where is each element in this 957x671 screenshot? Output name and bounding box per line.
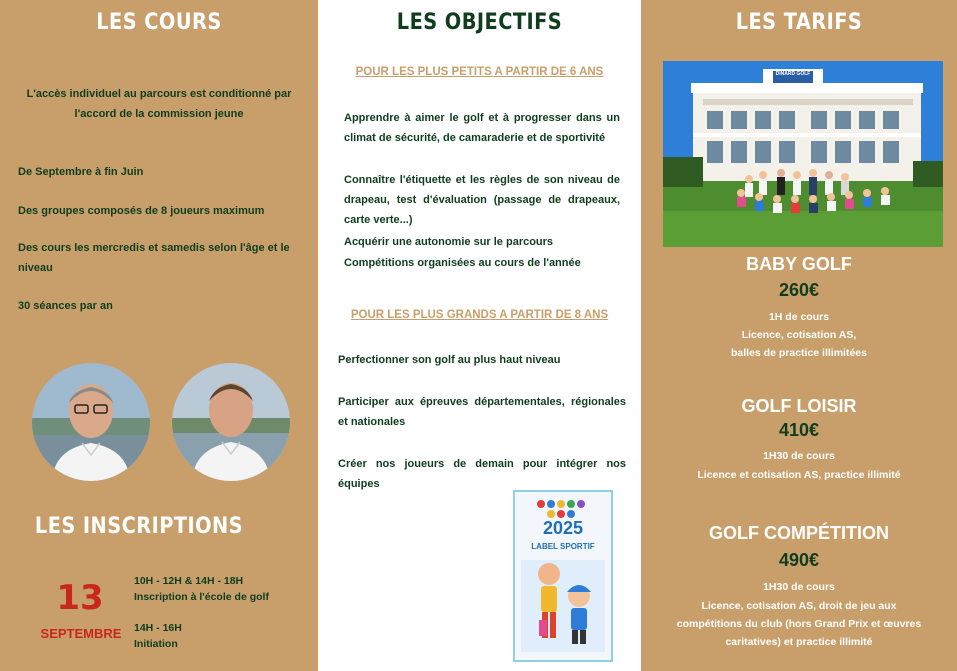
- slot1-time: 10H - 12H & 14H - 18H: [134, 575, 244, 587]
- coach-avatar-1: [32, 363, 150, 481]
- label-text: LABEL SPORTIF: [531, 542, 595, 551]
- cours-item-period: De Septembre à fin Juin: [18, 166, 144, 178]
- clubhouse-sign: DINARD GOLF: [775, 71, 811, 77]
- tarif-baby-name: BABY GOLF: [746, 254, 852, 274]
- tarif-loisir-line2: Licence et cotisation AS, practice illimité: [697, 469, 901, 481]
- inscription-day: 13: [56, 578, 104, 618]
- inscriptions-title: LES INSCRIPTIONS: [34, 514, 244, 539]
- tarif-baby-line1: 1H de cours: [768, 311, 830, 323]
- sub2-item-3: Créer nos joueurs de demain pour intégrer nos équipes: [338, 458, 626, 490]
- objectifs-column: [318, 0, 641, 671]
- tarif-competition-name: GOLF COMPÉTITION: [709, 523, 889, 543]
- cours-item-days: Des cours les mercredis et samedis selon l'âge et le niveau: [18, 242, 290, 274]
- objectifs-sub1: POUR LES PLUS PETITS A PARTIR DE 6 ANS: [355, 66, 604, 78]
- coach-avatar-2: [172, 363, 290, 481]
- tarif-competition-line2: Licence, cotisation AS, droit de jeu aux compétitions du club (hors Grand Prix et œuvres caritatives) et practice illimité: [676, 600, 922, 648]
- tarifs-column: [641, 0, 957, 671]
- sub1-item-4: Compétitions organisées au cours de l'année: [344, 257, 581, 269]
- slot2-label: Initiation: [134, 638, 178, 650]
- slot2-time: 14H - 16H: [134, 622, 182, 634]
- inscription-month: SEPTEMBRE: [40, 626, 122, 641]
- label-year: 2025: [542, 518, 584, 538]
- tarif-loisir-price: 410€: [778, 420, 820, 440]
- tarif-baby-price: 260€: [778, 280, 820, 300]
- sub1-item-1: Apprendre à aimer le golf et à progresser dans un climat de sécurité, de camaraderie et de sportivité: [344, 112, 620, 144]
- cours-item-sessions: 30 séances par an: [18, 300, 113, 312]
- sub1-item-3: Acquérir une autonomie sur le parcours: [344, 236, 554, 248]
- tarif-loisir-line1: 1H30 de cours: [763, 450, 835, 462]
- label-sportif-badge: [513, 490, 613, 662]
- sub2-item-1: Perfectionner son golf au plus haut niveau: [338, 354, 561, 366]
- tarif-baby-line3: balles de practice illimitées: [731, 347, 867, 359]
- tarif-competition-price: 490€: [778, 550, 820, 570]
- clubhouse-photo: [663, 61, 943, 247]
- tarif-baby-line2: Licence, cotisation AS,: [741, 329, 857, 341]
- objectifs-sub2: POUR LES PLUS GRANDS A PARTIR DE 8 ANS: [350, 309, 609, 321]
- tarif-loisir-name: GOLF LOISIR: [741, 396, 857, 416]
- cours-item-groups: Des groupes composés de 8 joueurs maximum: [18, 205, 265, 217]
- slot1-label: Inscription à l'école de golf: [134, 591, 269, 603]
- sub1-item-2: Connaître l'étiquette et les règles de son niveau de drapeau, test d'évaluation (passage de drapeaux, carte verte...): [344, 174, 620, 226]
- sub2-item-2: Participer aux épreuves départementales, régionales et nationales: [338, 396, 626, 428]
- tarif-competition-line1: 1H30 de cours: [763, 581, 835, 593]
- cours-title: LES COURS: [96, 10, 222, 35]
- tarifs-title: LES TARIFS: [735, 10, 863, 35]
- cours-intro: L'accès individuel au parcours est conditionné par l'accord de la commission jeune: [26, 88, 292, 120]
- objectifs-title: LES OBJECTIFS: [396, 10, 563, 35]
- cours-column: [0, 0, 318, 671]
